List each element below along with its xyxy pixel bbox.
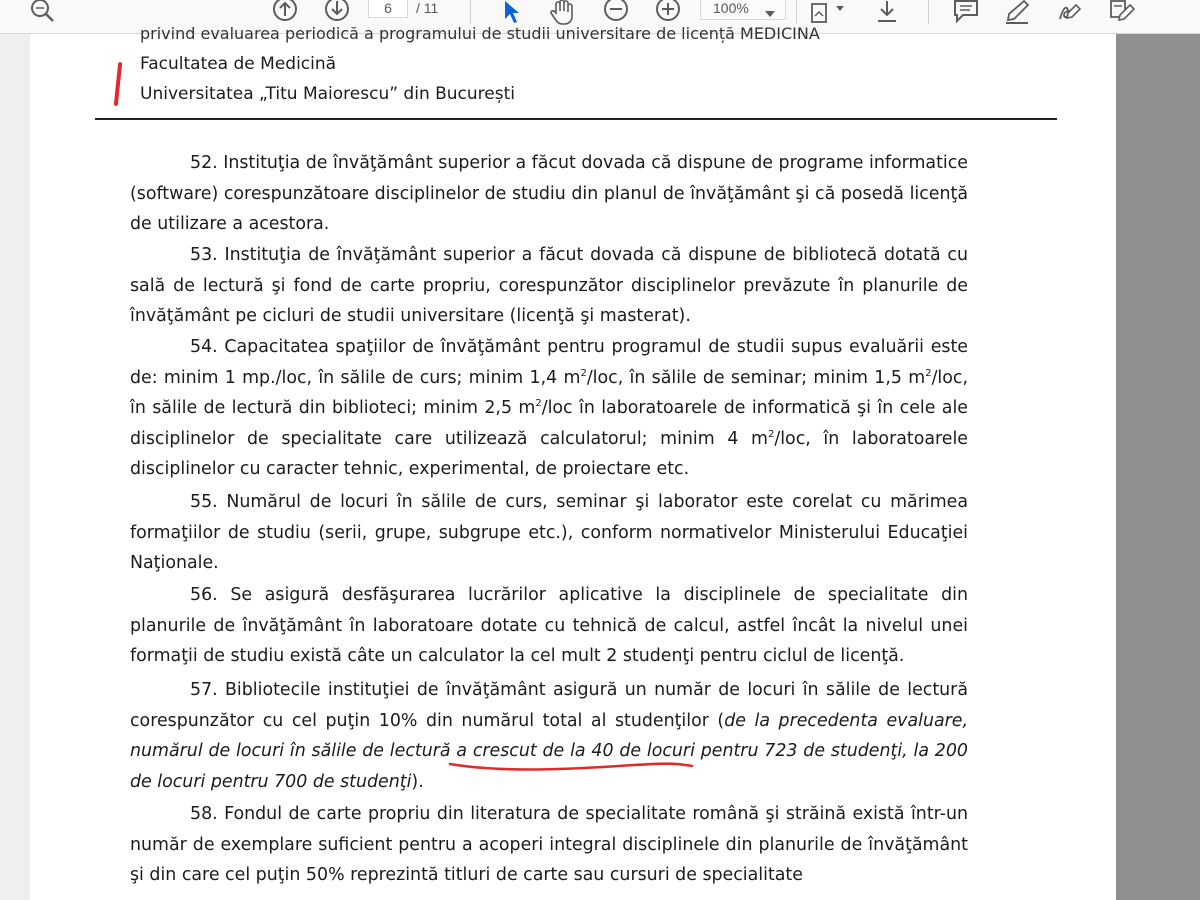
paragraph-52: 52. Instituţia de învăţământ superior a făcut dovada că dispune de programe informatice (software) corespunzătoare disciplinelor de studiu din planul de învăţământ şi că posedă licenţă de utilizare a acestora.: [130, 153, 968, 235]
page-down-icon[interactable]: [320, 0, 354, 26]
annotation-margin-mark: [114, 62, 123, 106]
page-up-icon[interactable]: [268, 0, 302, 26]
header-title-partial: privind evaluarea periodică a programului de studii universitare de licență MEDICINA: [140, 24, 820, 43]
page-total-label: / 11: [416, 0, 439, 16]
paragraph-58: 58. Fondul de carte propriu din literatura de specialitate română şi străină există într-un număr de exemplare suficient pentru a acoperi integral disciplinele din planurile de învăţământ şi din care cel puţin 50% reprezintă titluri de carte sau cursuri de specialitate: [130, 804, 968, 886]
paragraph-57: 57. Bibliotecile instituţiei de învăţământ asigură un număr de locuri în sălile de lectură corespunzător cu cel puţin 10% din numărul total al studenţilor (de la precedenta evaluare, numărul de locuri în sălile de lectură a crescut de la 40 de locuri pentru 723 de studenţi, la 200 de locuri pentru 700 de studenţi).: [130, 680, 968, 792]
header-university: Universitatea „Titu Maiorescu” din București: [140, 84, 515, 104]
paragraph-53: 53. Instituţia de învăţământ superior a făcut dovada că dispune de bibliotecă dotată cu sală de lectură şi fond de carte propriu, corespunzător disciplinelor prevăzute în planurile de învăţământ pe cicluri de studii universitare (licenţă şi masterat).: [130, 245, 968, 327]
zoom-out-icon[interactable]: [600, 0, 632, 26]
download-icon[interactable]: [870, 0, 904, 26]
zoom-value: 100%: [713, 0, 749, 16]
edit-text-icon[interactable]: [1106, 0, 1140, 26]
paragraph-56: 56. Se asigură desfăşurarea lucrărilor aplicative la disciplinele de specialitate din planurile de învăţământ în laboratoare dotate cu tehnică de calcul, astfel încât la nivelul unei formaţii de studiu există câte un calculator la cel mult 2 studenţi pentru ciclul de licenţă.: [130, 585, 968, 667]
paragraph-54: 54. Capacitatea spaţiilor de învăţământ pentru programul de studii supus evaluării este de: minim 1 mp./loc, în sălile de curs; minim 1,4 $m^2$/loc, în sălile de seminar; minim 1,5 $m^2$/loc, în sălile de lectură din biblioteci; minim 2,5 $m^2$/loc în laboratoarele de informatică şi în cele ale disciplinelor de specialitate care utilizează calculatorul; minim 4 $m^2$/loc, în laboratoarele disciplinelor cu caracter tehnic, experimental, de proiectare etc.: [130, 337, 968, 480]
select-cursor-icon[interactable]: [496, 0, 526, 26]
annotation-underline: [448, 752, 698, 772]
highlight-icon[interactable]: [1000, 0, 1034, 26]
header-divider: [95, 118, 1057, 120]
zoom-dropdown-icon: [765, 4, 775, 20]
sign-icon[interactable]: [1054, 0, 1088, 26]
pdf-page: [30, 24, 1116, 900]
page-number-input[interactable]: 6: [368, 0, 408, 18]
fit-page-icon[interactable]: [806, 0, 850, 26]
hand-tool-icon[interactable]: [546, 0, 580, 26]
search-icon[interactable]: [24, 0, 58, 26]
viewer-gutter: [0, 34, 30, 900]
paragraph-55: 55. Numărul de locuri în sălile de curs, seminar şi laborator este corelat cu mărimea formaţiilor de studiu (serii, grupe, subgrupe etc.), conform normativelor Ministerului Educaţiei Naţionale.: [130, 492, 968, 574]
zoom-in-icon[interactable]: [652, 0, 684, 26]
document-viewer[interactable]: [0, 24, 1200, 900]
zoom-select[interactable]: [700, 0, 786, 20]
header-faculty: Facultatea de Medicină: [140, 54, 337, 74]
comment-icon[interactable]: [950, 0, 982, 26]
